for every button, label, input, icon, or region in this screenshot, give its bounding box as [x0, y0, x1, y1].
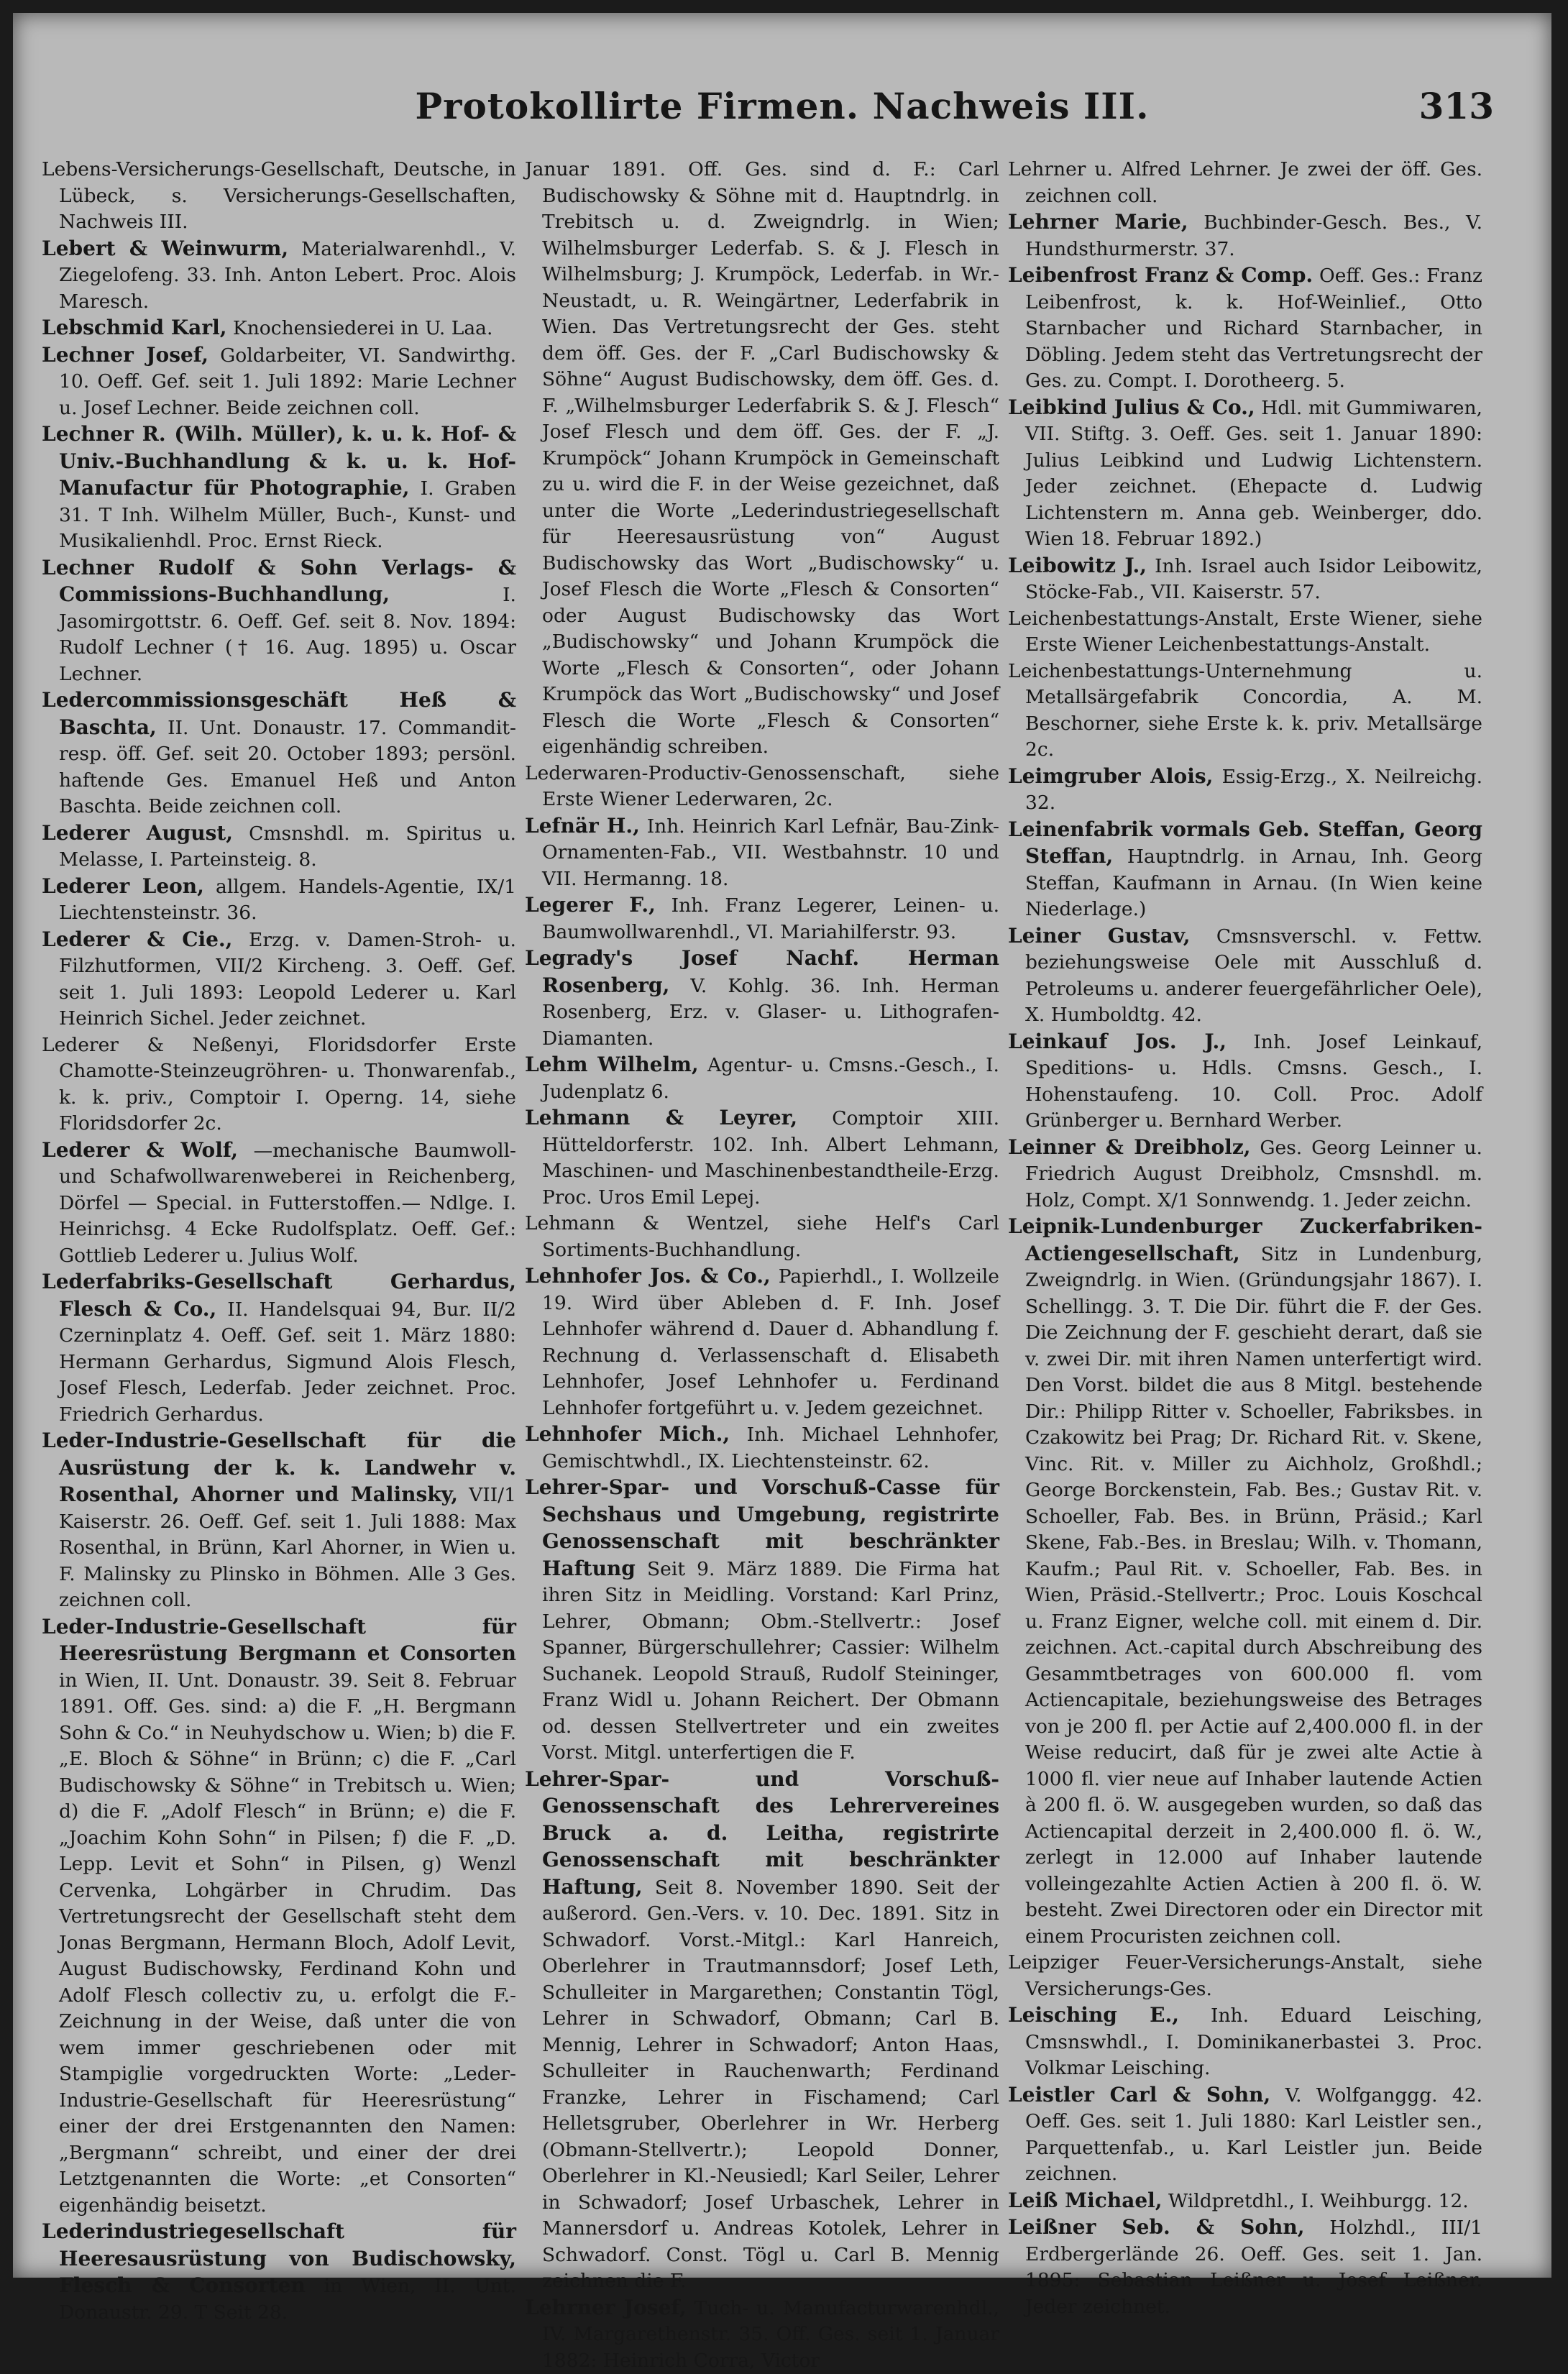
entry-text: Ges. Georg Leinner u. Friedrich August Dreibholz, Cmsnshdl. m. Holz, Compt. X/1 Sonnwendg. 1. Jeder zeichn. [1025, 1137, 1482, 1211]
page-number: 313 [1419, 85, 1494, 127]
directory-entry [1008, 2188, 1482, 2215]
page-title: Protokollirte Firmen. Nachweis III. [13, 85, 1551, 127]
directory-entry [42, 342, 516, 422]
entry-text: Inh. Eduard Leisching, Cmsnswhdl., I. Dominikanerbastei 3. Proc. Volkmar Leisching. [1025, 2004, 1482, 2079]
entry-text: Buchbinder-Gesch. Bes., V. Hundsthurmerstr. 37. [1025, 211, 1482, 260]
entry-firm-name: Leinkauf Jos. J., [1008, 1030, 1227, 1053]
entry-firm-name: Leistler Carl & Sohn, [1008, 2083, 1270, 2107]
entry-text: Goldarbeiter, VI. Sandwirthg. 10. Oeff. Gef. seit 1. Juli 1892: Marie Lechner u. Josef Lechner. Beide zeichnen coll. [59, 344, 516, 419]
directory-entry [1008, 395, 1482, 553]
entry-text: Lederwaren-Productiv-Genossenschaft, siehe Erste Wiener Lederwaren, 2c. [525, 762, 999, 811]
entry-text: Wildpretdhl., I. Weihburgg. 12. [1168, 2190, 1469, 2212]
entry-firm-name: Lederer & Wolf, [42, 1138, 238, 1162]
entry-text: Materialwarenhdl., V. Ziegelofeng. 33. Inh. Anton Lebert. Proc. Alois Maresch. [59, 238, 516, 313]
entry-text: VII/1 Kaiserstr. 26. Oeff. Gef. seit 1. Juli 1888: Max Rosenthal, in Brünn, Karl Ahorner, in Wien u. F. Malinsky zu Plinsko in Böhmen. Alle 3 Ges. zeichnen coll. [59, 1484, 516, 1611]
entry-text: Erzg. v. Damen-Stroh- u. Filzhutformen, VII/2 Kircheng. 3. Oeff. Gef. seit 1. Juli 1893: Leopold Lederer u. Karl Heinrich Sichel. Jeder zeichnet. [59, 929, 516, 1030]
entry-text: Leichenbestattungs-Anstalt, Erste Wiener, siehe Erste Wiener Leichenbestattungs-Anstalt. [1008, 608, 1482, 656]
entry-firm-name: Lehnhofer Mich., [525, 1422, 730, 1446]
directory-entry [1008, 2082, 1482, 2188]
entry-text: Hdl. mit Gummiwaren, VII. Stiftg. 3. Oeff. Ges. seit 1. Januar 1890: Julius Leibkind und Ludwig Lichtenstern. Jeder zeichnet. (Ehepacte d. Ludwig Lichtenstern m. Anna geb. Weinberger, ddo. Wien 18. Februar 1892.) [1025, 397, 1482, 551]
directory-entry [42, 157, 516, 236]
entry-text: in Wien, II. Unt. Donaustr. 29. T Seit 28. [59, 2275, 516, 2324]
entry-firm-name: Lechner R. (Wilh. Müller), k. u. k. Hof- & Univ.-Buchhandlung & k. u. k. Hof-Manufactur für Photographie, [42, 422, 516, 500]
column-3 [1008, 157, 1482, 2242]
directory-entry [1008, 209, 1482, 262]
entry-text: I. Graben 31. T Inh. Wilhelm Müller, Buch-, Kunst- und Musikalienhdl. Proc. Ernst Rieck. [59, 477, 516, 552]
entry-firm-name: Lederindustriegesellschaft für Heeresausrüstung von Budischowsky, Flesch & Consorten [42, 2219, 516, 2297]
directory-entry [525, 1105, 999, 1211]
directory-entry [1008, 2002, 1482, 2082]
directory-entry [42, 555, 516, 688]
entry-text: Inh. Michael Lehnhofer, Gemischtwhdl., IX. Liechtensteinstr. 62. [542, 1424, 999, 1472]
entry-text: Holzhdl., III/1 Erdbergerlände 26. Oeff. Ges. seit 1. Jan. 1895: Sebastian Leißner u. Josef Leißner. Jeder zeichnet. [1025, 2217, 1482, 2318]
entry-firm-name: Lechner Rudolf & Sohn Verlags- & Commissions-Buchhandlung, [42, 556, 516, 607]
directory-entry [1008, 764, 1482, 817]
entry-firm-name: Lederer Leon, [42, 874, 204, 898]
entry-firm-name: Lederer & Cie., [42, 927, 232, 951]
entry-firm-name: Lebert & Weinwurm, [42, 237, 288, 260]
directory-entry [42, 820, 516, 874]
column-2 [525, 157, 999, 2242]
entry-firm-name: Leibkind Julius & Co., [1008, 395, 1255, 419]
entry-text: Papierhdl., I. Wollzeile 19. Wird über Ableben d. F. Inh. Josef Lehnhofer während d. Dauer d. Abhandlung f. Rechnung d. Verlassenschaft d. Elisabeth Lehnhofer, Josef Lehnhofer u. Ferdinand Lehnhofer fortgeführt u. v. Jedem gezeichnet. [542, 1265, 999, 1419]
entry-text: Lebens-Versicherungs-Gesellschaft, Deutsche, in Lübeck, s. Versicherungs-Gesellschaften, Nachweis III. [42, 158, 516, 233]
entry-firm-name: Lehrer-Spar- und Vorschuß-Casse für Sechshaus und Umgebung, registrirte Genossenschaft mit beschränkter Haftung [525, 1475, 999, 1580]
column-1 [42, 157, 516, 2242]
entry-firm-name: Leinenfabrik vormals Geb. Steffan, Georg Steffan, [1008, 817, 1482, 869]
page-header [13, 85, 1551, 150]
entry-text: Lehmann & Wentzel, siehe Helf's Carl Sortiments-Buchhandlung. [525, 1212, 999, 1261]
directory-entry [42, 1032, 516, 1137]
entry-firm-name: Leisching E., [1008, 2003, 1179, 2027]
directory-entry [1008, 923, 1482, 1029]
entry-firm-name: Leiner Gustav, [1008, 924, 1191, 948]
directory-entry [525, 813, 999, 893]
entry-firm-name: Lebschmid Karl, [42, 316, 226, 339]
entry-firm-name: Leder-Industrie-Gesellschaft für die Ausrüstung der k. k. Landwehr v. Rosenthal, Ahorner und Malinsky, [42, 1429, 516, 1506]
entry-text: Essig-Erzg., X. Neilreichg. 32. [1025, 766, 1482, 815]
directory-entry [525, 892, 999, 945]
directory-entry [525, 1421, 999, 1475]
document-page [13, 13, 1551, 2278]
directory-entry [525, 1766, 999, 2295]
entry-firm-name: Lehrner Josef, [525, 2296, 687, 2319]
entry-text: Comptoir XIII. Hütteldorferstr. 102. Inh. Albert Lehmann, Maschinen- und Maschinenbestandtheile-Erzg. Proc. Uros Emil Lepej. [542, 1107, 999, 1209]
entry-firm-name: Ledercommissionsgeschäft Heß & Baschta, [42, 688, 516, 739]
entry-firm-name: Lederer August, [42, 821, 233, 845]
directory-entry [1008, 659, 1482, 764]
entry-text: Inh. Josef Leinkauf, Speditions- u. Hdls. Cmsns. Gesch., I. Hohenstaufeng. 10. Coll. Proc. Adolf Grünberger u. Bernhard Werber. [1025, 1031, 1482, 1132]
entry-text: Januar 1891. Off. Ges. sind d. F.: Carl Budischowsky & Söhne mit d. Hauptndrlg. in Trebitsch u. d. Zweigndrlg. in Wien; Wilhelmsburger Lederfab. S. & J. Flesch in Wilhelmsburg; J. Krumpöck, Lederfab. in Wr.-Neustadt, u. R. Weingärtner, Lederfabrik in Wien. Das Vertretungsrecht der Ges. steht dem öff. Ges. der F. „Carl Budischowsky & Söhne“ August Budischowsky, dem öff. Ges. d. F. „Wilhelmsburger Lederfabrik S. & J. Flesch“ Josef Flesch und dem öff. Ges. der F. „J. Krumpöck“ Johann Krumpöck in Gemeinschaft zu u. wird die F. in der Weise gezeichnet, daß unter die Worte „Lederindustriegesellschaft für Heeresausrüstung von“ August Budischowsky das Wort „Budischowsky“ u. Josef Flesch die Worte „Flesch & Consorten“ oder August Budischowsky das Wort „Budischowsky“ und Johann Krumpöck die Worte „Flesch & Consorten“, oder Johann Krumpöck das Wort „Budischowsky“ und Josef Flesch die Worte „Flesch & Consorten“ eigenhändig schreiben. [525, 158, 999, 758]
directory-entry [525, 1211, 999, 1263]
entry-text: Seit 8. November 1890. Seit der außerord. Gen.-Vers. v. 10. Dec. 1891. Sitz in Schwadorf. Vorst.-Mitgl.: Karl Hanreich, Oberlehrer in Trautmannsdorf; Josef Leth, Schulleiter in Margarethen; Constantin Tögl, Lehrer in Schwadorf, Obmann; Carl B. Mennig, Lehrer in Schwadorf; Anton Haas, Schulleiter in Rauchenwarth; Ferdinand Franzke, Lehrer in Fischamend; Carl Helletsgruber, Oberlehrer in Wr. Herberg (Obmann-Stellvertr.); Leopold Donner, Oberlehrer in Kl.-Neusiedl; Karl Seiler, Lehrer in Schwadorf; Josef Urbaschek, Lehrer in Mannersdorf u. Andreas Kotolek, Lehrer in Schwadorf. Const. Tögl u. Carl B. Mennig zeichnen die F. [542, 1876, 999, 2293]
entry-text: V. Wolfganggg. 42. Oeff. Ges. seit 1. Juli 1880: Karl Leistler sen., Parquettenfab., u. Karl Leistler jun. Beide zeichnen. [1025, 2084, 1482, 2186]
entry-firm-name: Lehrer-Spar- und Vorschuß-Genossenschaft des Lehrervereines Bruck a. d. Leitha, registrirte Genossenschaft mit beschränkter Haftung, [525, 1767, 999, 1899]
entry-firm-name: Lechner Josef, [42, 343, 208, 367]
entry-text: Inh. Heinrich Karl Lefnär, Bau-Zink-Ornamenten-Fab., VII. Westbahnstr. 10 und VII. Hermanng. 18. [542, 815, 999, 890]
directory-entry [42, 1614, 516, 2219]
entry-text: allgem. Handels-Agentie, IX/1 Liechtensteinstr. 36. [59, 876, 516, 925]
entry-text: II. Unt. Donaustr. 17. Commandit- resp. öff. Gef. seit 20. October 1893; persönl. haftende Ges. Emanuel Heß und Anton Baschta. Beide zeichnen coll. [59, 717, 516, 818]
entry-firm-name: Lehrner Marie, [1008, 210, 1188, 234]
entry-text: II. Handelsquai 94, Bur. II/2 Czerninplatz 4. Oeff. Gef. seit 1. März 1880: Hermann Gerhardus, Sigmund Alois Flesch, Josef Flesch, Lederfab. Jeder zeichnet. Proc. Friedrich Gerhardus. [59, 1298, 516, 1426]
directory-entry [525, 1052, 999, 1105]
directory-entry [42, 315, 516, 342]
directory-entry [525, 157, 999, 761]
entry-firm-name: Lehmann & Leyrer, [525, 1106, 797, 1129]
directory-entry [42, 1137, 516, 1270]
directory-entry [42, 687, 516, 820]
entry-text: Cmsnshdl. m. Spiritus u. Melasse, I. Parteinsteig. 8. [59, 822, 516, 871]
entry-text: I. Jasomirgottstr. 6. Oeff. Gef. seit 8. Nov. 1894: Rudolf Lechner († 16. Aug. 1895) u. Oscar Lechner. [59, 584, 516, 685]
entry-firm-name: Lefnär H., [525, 814, 640, 838]
directory-entry [42, 236, 516, 316]
entry-firm-name: Leinner & Dreibholz, [1008, 1135, 1250, 1159]
directory-entry [42, 874, 516, 927]
directory-entry [525, 1475, 999, 1766]
directory-entry [42, 927, 516, 1032]
entry-text: Agentur- u. Cmsns.-Gesch., I. Judenplatz 6. [542, 1054, 999, 1103]
entry-firm-name: Leipnik-Lundenburger Zuckerfabriken-Actiengesellschaft, [1008, 1214, 1482, 1265]
entry-text: V. Kohlg. 36. Inh. Herman Rosenberg, Erz. v. Glaser- u. Lithografen-Diamanten. [542, 975, 999, 1050]
directory-entry [42, 421, 516, 555]
entry-firm-name: Leibowitz J., [1008, 554, 1147, 577]
entry-text: Inh. Franz Legerer, Leinen- u. Baumwollwarenhdl., VI. Mariahilferstr. 93. [542, 894, 999, 943]
directory-entry [1008, 606, 1482, 659]
entry-text: Lederer & Neßenyi, Floridsdorfer Erste Chamotte-Steinzeugröhren- u. Thonwarenfab., k. k. priv., Comptoir I. Operng. 14, siehe Floridsdorfer 2c. [42, 1034, 516, 1135]
directory-entry [1008, 1029, 1482, 1135]
directory-entry [42, 1428, 516, 1614]
directory-entry [1008, 1214, 1482, 1950]
entry-text: Oeff. Ges.: Franz Leibenfrost, k. k. Hof-Weinlief., Otto Starnbacher und Richard Starnbacher, in Döbling. Jedem steht das Vertretungsrecht der Ges. zu. Compt. I. Dorotheerg. 5. [1025, 265, 1482, 392]
entry-text: —mechanische Baumwoll- und Schafwollwarenweberei in Reichenberg, Dörfel — Special. in Futterstoffen.— Ndlge. I. Heinrichsg. 4 Ecke Rudolfsplatz. Oeff. Gef.: Gottlieb Lederer u. Julius Wolf. [59, 1140, 516, 1267]
entry-text: Cmsnsverschl. v. Fettw. beziehungsweise Oele mit Ausschluß d. Petroleums u. anderer feuergefährlicher Oele), X. Humboldtg. 42. [1025, 925, 1482, 1027]
entry-firm-name: Leibenfrost Franz & Comp. [1008, 263, 1313, 287]
entry-firm-name: Legerer F., [525, 893, 656, 917]
entry-firm-name: Legrady's Josef Nachf. Herman Rosenberg, [525, 946, 999, 997]
directory-entry [1008, 262, 1482, 395]
entry-text: Leipziger Feuer-Versicherungs-Anstalt, siehe Versicherungs-Ges. [1008, 1951, 1482, 2000]
directory-entry [1008, 817, 1482, 923]
entry-text: Leichenbestattungs-Unternehmung u. Metallsärgefabrik Concordia, A. M. Beschorner, siehe Erste k. k. priv. Metallsärge 2c. [1008, 660, 1482, 761]
directory-entry [525, 945, 999, 1052]
directory-entry [42, 1269, 516, 1428]
directory-entry [1008, 2214, 1482, 2320]
entry-firm-name: Leder-Industrie-Gesellschaft für Heeresrüstung Bergmann et Consorten [42, 1615, 516, 1666]
entry-text: Knochensiederei in U. Laa. [233, 317, 492, 339]
entry-firm-name: Leiß Michael, [1008, 2189, 1163, 2212]
directory-entry [1008, 157, 1482, 209]
directory-entry [525, 761, 999, 813]
directory-entry [1008, 1950, 1482, 2002]
entry-firm-name: Lehm Wilhelm, [525, 1053, 699, 1076]
directory-entry [1008, 1135, 1482, 1214]
directory-entry [525, 2295, 999, 2374]
entry-text: Seit 9. März 1889. Die Firma hat ihren Sitz in Meidling. Vorstand: Karl Prinz, Lehrer, Obmann; Obm.-Stellvertr.: Josef Spanner, Bürgerschullehrer; Cassier: Wilhelm Suchanek. Leopold Strauß, Rudolf Steininger, Franz Widl u. Johann Reichert. Der Obmann od. dessen Stellvertreter und ein zweites Vorst. Mitgl. unterfertigen die F. [542, 1558, 999, 1764]
entry-firm-name: Leimgruber Alois, [1008, 764, 1213, 788]
entry-text: in Wien, II. Unt. Donaustr. 39. Seit 8. Februar 1891. Off. Ges. sind: a) die F. „H. Bergmann Sohn & Co.“ in Neuhydschow u. Wien; b) die F. „E. Bloch & Söhne“ in Brünn; c) die F. „Carl Budischowsky & Söhne“ in Trebitsch u. Wien; d) die F. „Adolf Flesch“ in Brünn; e) die F. „Joachim Kohn Sohn“ in Pilsen; f) die F. „D. Lepp. Levit et Sohn“ in Pilsen, g) Wenzl Cervenka, Lohgärber in Chrudim. Das Vertretungsrecht der Gesellschaft steht dem Jonas Bergmann, Hermann Bloch, Adolf Levit, August Budischowsky, Ferdinand Kohn und Adolf Flesch collectiv zu, u. erfolgt die F.-Zeichnung in der Weise, daß unter die von wem immer geschriebenen oder mit Stampiglie vorgedruckten Worte: „Leder-Industrie-Gesellschaft für Heeresrüstung“ einer der drei Erstgenannten den Namen: „Bergmann“ schreibt, und einer der drei Letztgenannten die Worte: „et Consorten“ eigenhändig beisetzt. [59, 1669, 516, 2217]
entry-firm-name: Lehnhofer Jos. & Co., [525, 1264, 771, 1288]
entry-text: Sitz in Lundenburg, Zweigndrlg. in Wien. (Gründungsjahr 1867). I. Schellingg. 3. T. Die Dir. führt die F. der Ges. Die Zeichnung der F. geschieht derart, daß sie v. zwei Dir. mit ihren Namen unterfertigt wird. Den Vorst. bildet die aus 8 Mitgl. bestehende Dir.: Philipp Ritter v. Schoeller, Fabriksbes. in Czakowitz bei Prag; Dr. Richard Rit. v. Skene, Vinc. Rit. v. Miller zu Aichholz, Großhdl.; George Borckenstein, Fab. Bes.; Gustav Rit. v. Schoeller, Fab. Bes. in Brünn, Präsid.; Karl Skene, Fab.-Bes. in Breslau; Wilh. v. Thomann, Kaufm.; Paul Rit. v. Schoeller, Fab. Bes. in Wien, Präsid.-Stellvertr.; Proc. Louis Koschcal u. Franz Eigner, welche coll. mit einem d. Dir. zeichnen. Act.-capital durch Abschreibung des Gesammtbetrages von 600.000 fl. vom Actiencapitale, beziehungsweise des Betrages von je 200 fl. per Actie auf 2,400.000 fl. in der Weise reducirt, daß für je zwei alte Actie à 1000 fl. vier neue auf Inhaber lautende Actien à 200 fl. ö. W. ausgegeben wurden, so daß das Actiencapital derzeit in 2,400.000 fl. ö. W., zerlegt in 12.000 auf Inhaber lautende volleingezahlte Actien Actien à 200 fl. ö. W. besteht. Zwei Directoren oder ein Director mit einem Procuristen zeichnen coll. [1025, 1243, 1482, 1948]
entry-text: Hauptndrlg. in Arnau, Inh. Georg Steffan, Kaufmann in Arnau. (In Wien keine Niederlage.) [1025, 845, 1482, 920]
entry-firm-name: Leißner Seb. & Sohn, [1008, 2215, 1304, 2239]
directory-entry [525, 1263, 999, 1421]
directory-entry [42, 2219, 516, 2326]
directory-entry [1008, 553, 1482, 606]
entry-text: Tuch- u. Manufacturwarenhdl., IV. Margarethenstr. 35. Off. Ges. seit 1. Januar 1882: Heinrich Corra, Victor [542, 2297, 999, 2372]
entry-text: Lehrner u. Alfred Lehrner. Je zwei der öff. Ges. zeichnen coll. [1008, 158, 1482, 207]
entry-firm-name: Lederfabriks-Gesellschaft Gerhardus, Flesch & Co., [42, 1270, 516, 1321]
entry-text: Inh. Israel auch Isidor Leibowitz, Stöcke-Fab., VII. Kaiserstr. 57. [1025, 555, 1482, 604]
